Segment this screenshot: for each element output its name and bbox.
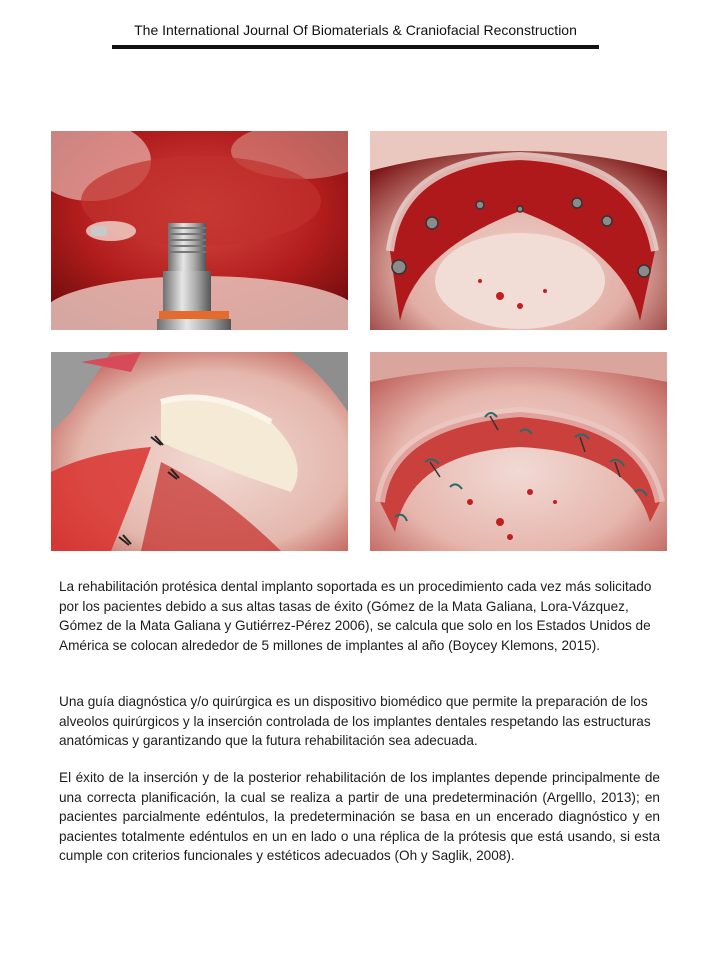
surgical-photo-guide-in-mouth — [51, 352, 348, 551]
body-paragraph-3: El éxito de la inserción y de la posterior rehabilitación de los implantes depende principalmente de una correcta planificación, la cual se realiza a partir de una predeterminación (Argelllo, 2013); en pacientes parcialmente edéntulos, la predeterminación se basa en un encerado diagnóstico y en pacientes totalmente edéntulos en un en lado o una réplica de la prótesis que está usando, si esta cumple con criterios funcionales y estéticos adecuados (Oh y Saglik, 2008). — [59, 770, 660, 863]
figure-photo-1 — [51, 131, 348, 330]
body-paragraph-1: La rehabilitación protésica dental implanto soportada es un procedimiento cada vez más solicitado por los pacientes debido a sus altas tasas de éxito (Gómez de la Mata Galiana, Lora-Vázquez, Gómez de la Mata Galiana y Gutiérrez-Pérez 2006), se calcula que solo en los Estados Unidos de América se colocan alrededor de 5 millones de implantes al año (Boycey Klemons, 2015). — [59, 579, 652, 653]
journal-header: The International Journal Of Biomaterials & Craniofacial Reconstruction — [134, 22, 577, 38]
figure-photo-2 — [370, 131, 667, 330]
surgical-photo-implant-driver — [51, 131, 348, 330]
header-rule — [112, 45, 599, 49]
figure-photo-3 — [51, 352, 348, 551]
figure-photo-4 — [370, 352, 667, 551]
surgical-photo-implants-placed — [370, 131, 667, 330]
body-paragraph-2: Una guía diagnóstica y/o quirúrgica es un dispositivo biomédico que permite la preparación de los alveolos quirúrgicos y la inserción controlada de los implantes dentales respetando las estructuras anatómicas y garantizando que la futura rehabilitación sea adecuada. — [59, 694, 651, 748]
surgical-photo-sutured-gums — [370, 352, 667, 551]
